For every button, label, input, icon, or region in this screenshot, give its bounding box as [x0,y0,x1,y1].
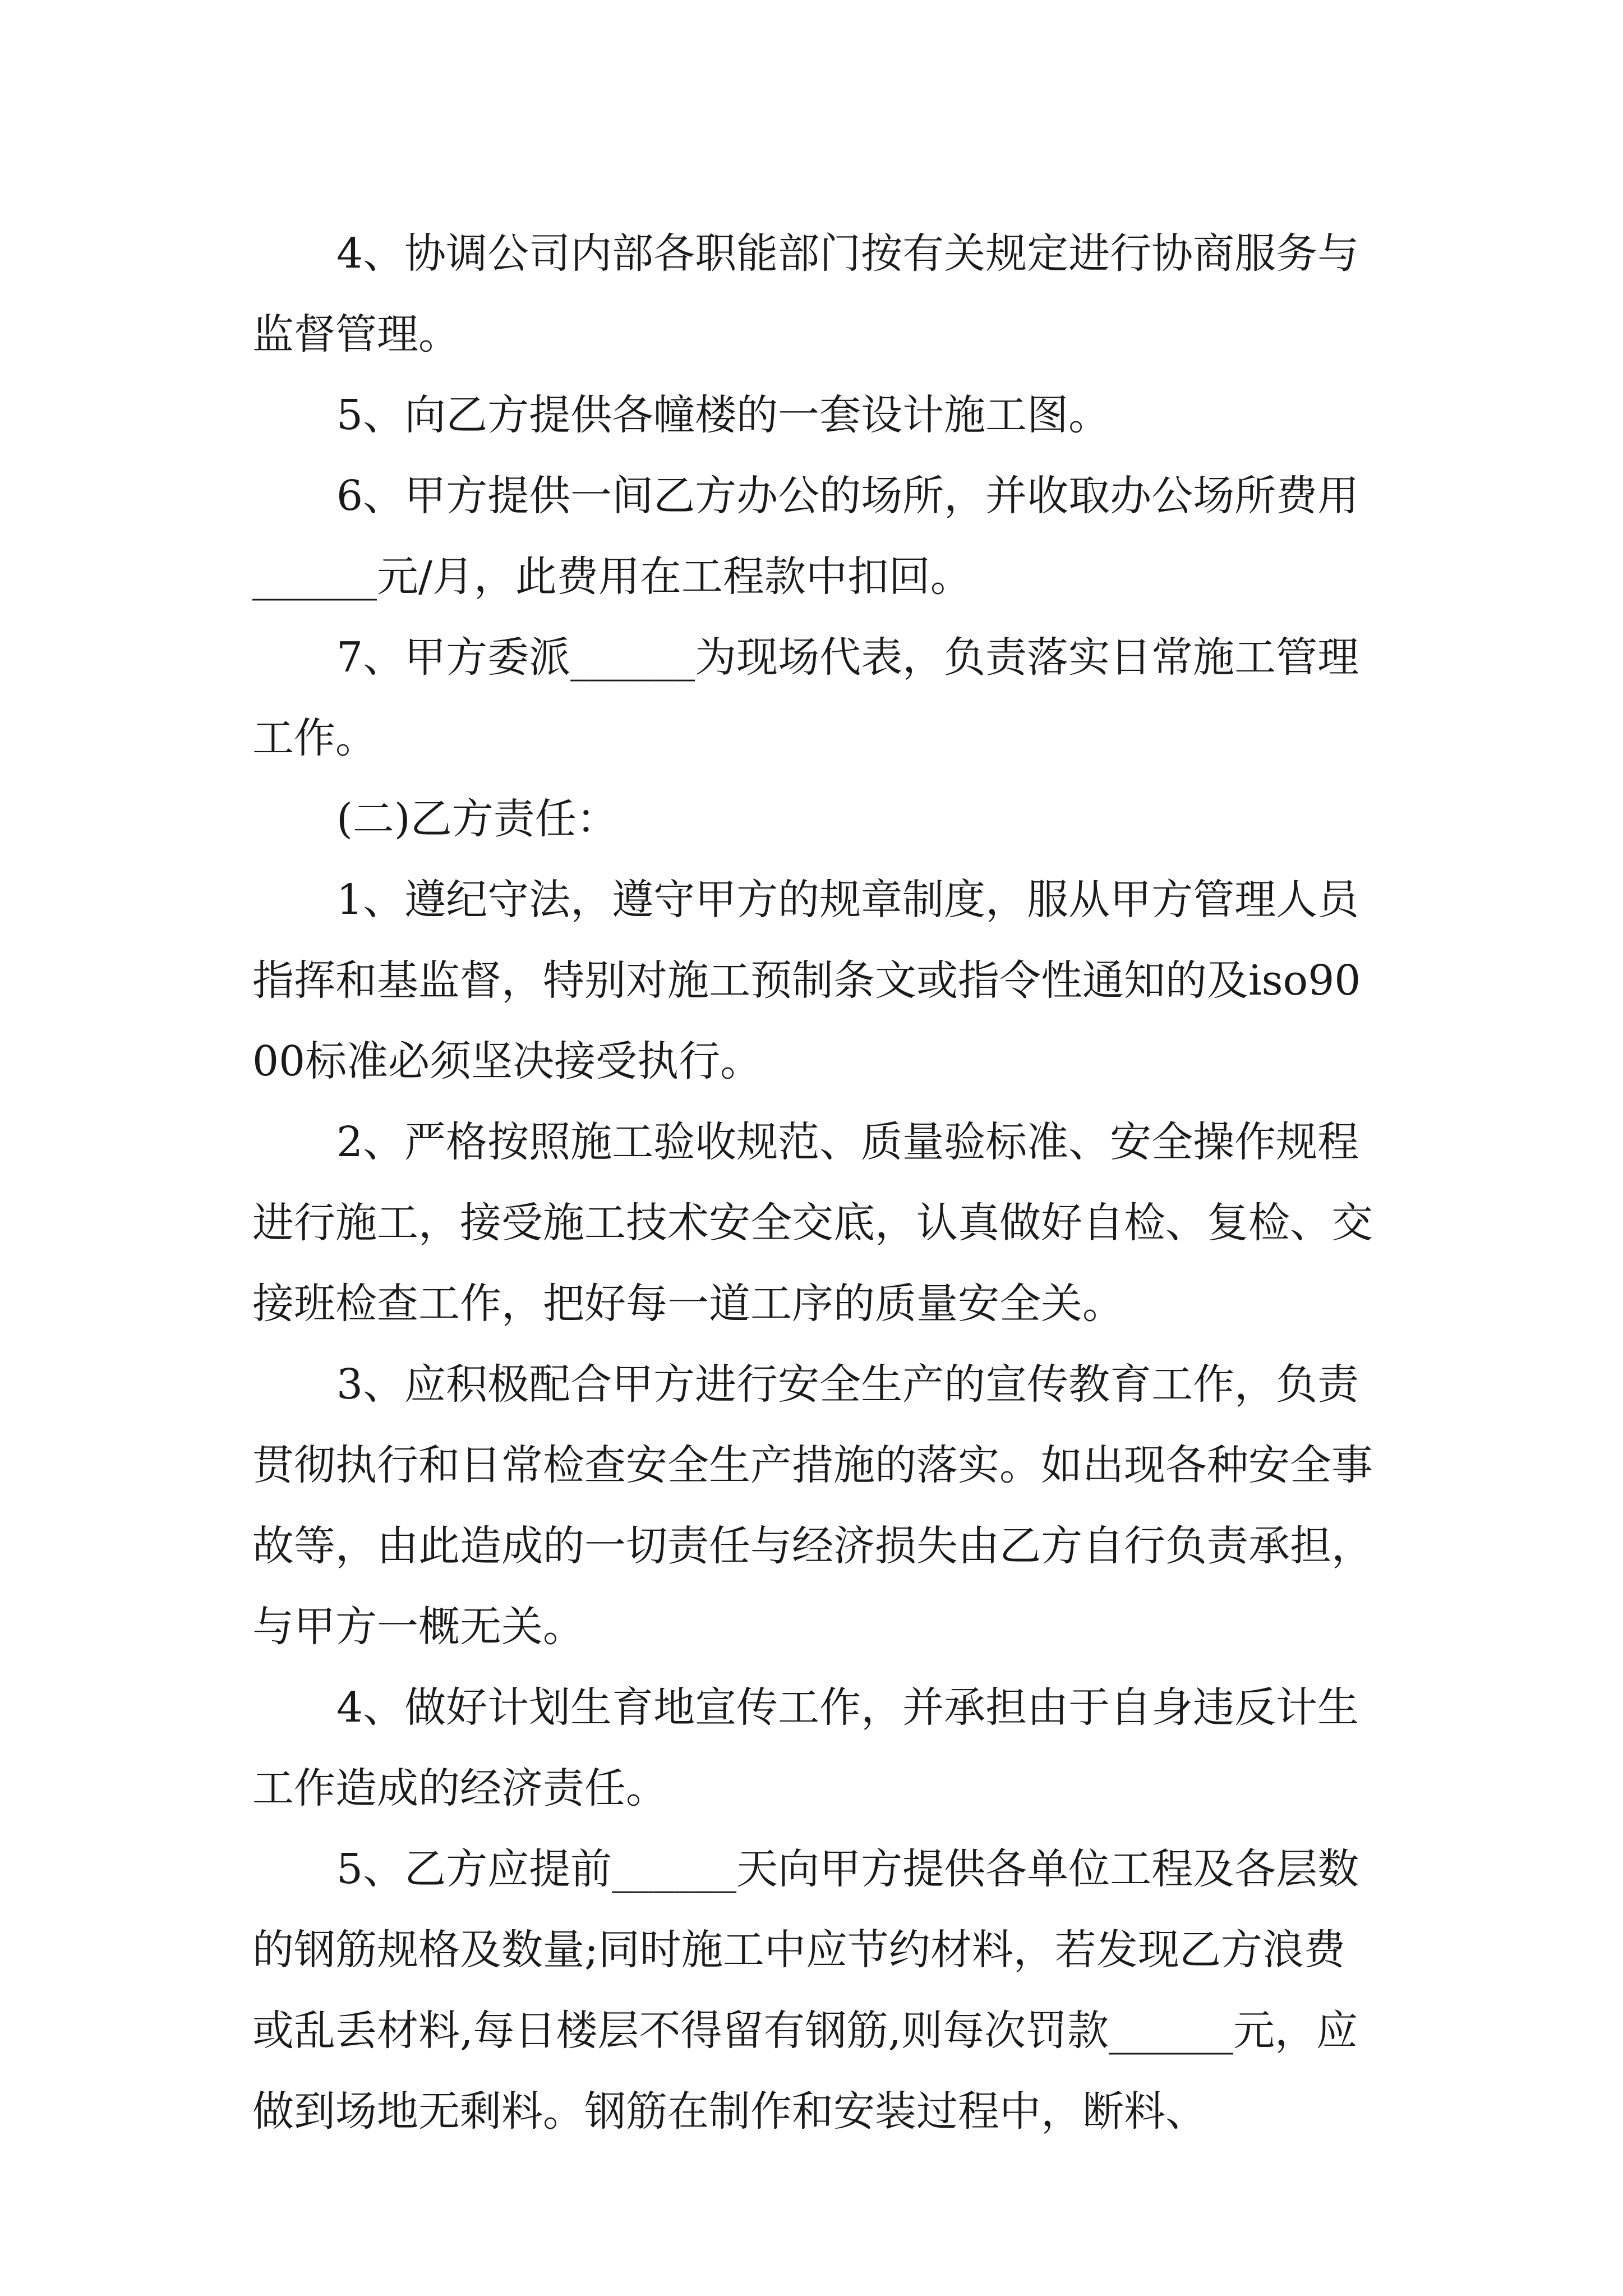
paragraph-7: 3、应积极配合甲方进行安全生产的宣传教育工作，负责贯彻执行和日常检查安全生产措施的落实。如出现各种安全事故等，由此造成的一切责任与经济损失由乙方自行负责承担，与甲方一概无关。 [252,1360,1373,1651]
paragraph-3: 6、甲方提供一间乙方办公的场所，并收取办公场所费用______元/月，此费用在工程款中扣回。 [252,472,1359,601]
section-heading: (二)乙方责任： [336,795,618,843]
document-body [252,213,1374,2152]
paragraph-8: 4、做好计划生育地宣传工作，并承担由于自身违反计生工作造成的经济责任。 [252,1683,1359,1812]
paragraph-6: 2、严格按照施工验收规范、质量验标准、安全操作规程进行施工，接受施工技术安全交底，认真做好自检、复检、交接班检查工作，把好每一道工序的质量安全关。 [252,1118,1373,1328]
paragraph-2: 5、向乙方提供各幢楼的一套设计施工图。 [336,391,1110,439]
paragraph-9: 5、乙方应提前______天向甲方提供各单位工程及各层数的钢筋规格及数量;同时施工中应节约材料，若发现乙方浪费或乱丢材料,每日楼层不得留有钢筋,则每次罚款______元，应做到场地无剩料。钢筋在制作和安装过程中，断料、 [252,1845,1359,2136]
paragraph-4: 7、甲方委派______为现场代表，负责落实日常施工管理工作。 [252,633,1359,762]
paragraph-1: 4、协调公司内部各职能部门按有关规定进行协商服务与监督管理。 [252,229,1359,358]
paragraph-5: 1、遵纪守法，遵守甲方的规章制度，服从甲方管理人员指挥和基监督，特别对施工预制条文或指令性通知的及iso9000标准必须坚决接受执行。 [252,876,1361,1085]
